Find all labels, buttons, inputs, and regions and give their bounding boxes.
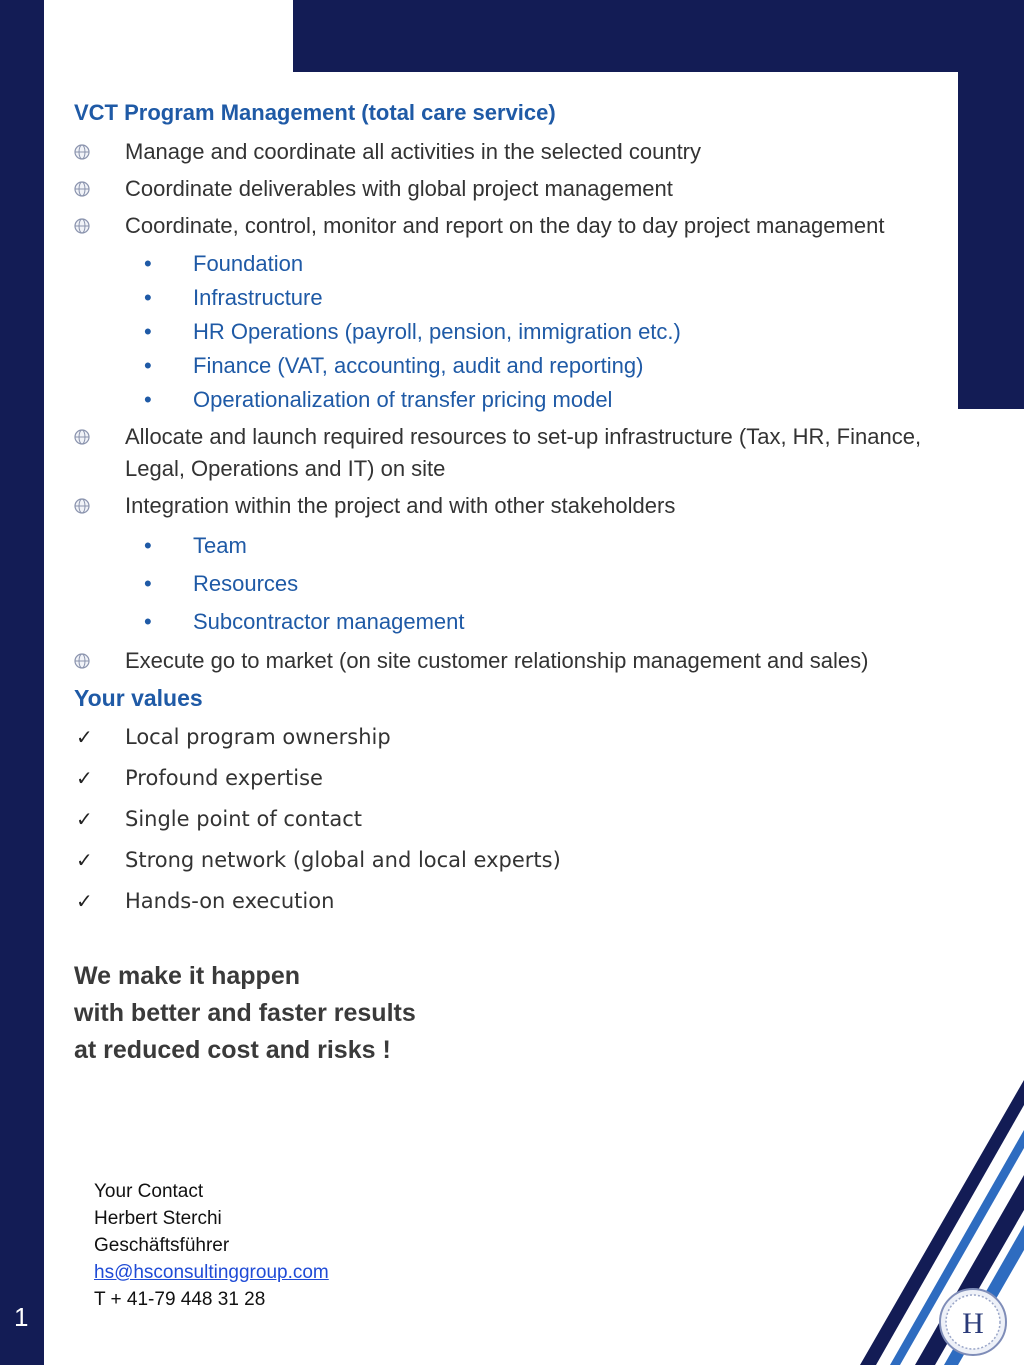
sub-list-item [74,349,954,383]
list-item [74,136,954,168]
left-sidebar-bar [0,0,44,1365]
contact-role: Geschäftsführer [94,1235,230,1256]
sub-list-item-text: HR Operations (payroll, pension, immigration etc.) [193,319,681,344]
list-item [74,490,954,522]
sub-list-item [74,247,954,281]
value-item-text: Single point of contact [125,807,362,831]
bullet-dot: • [144,319,152,344]
value-item [74,845,954,875]
logo-letter: H [962,1307,984,1340]
main-content [74,100,954,1069]
bullet-dot: • [144,353,152,378]
slogan [74,958,954,1069]
list-item [74,210,954,242]
sub-list-item-text: Team [193,533,247,558]
contact-email-link[interactable]: hs@hsconsultinggroup.com [94,1262,329,1283]
value-item [74,763,954,793]
sub-list-item-text: Operationalization of transfer pricing model [193,387,613,412]
value-item-text: Local program ownership [125,725,391,749]
slogan-line: We make it happen [74,962,300,990]
globe-icon [74,218,90,234]
globe-icon [74,181,90,197]
top-left-white-area [44,0,293,72]
page-number: 1 [14,1302,29,1332]
bullet-dot: • [144,609,152,634]
slogan-line: at reduced cost and risks ! [74,1036,391,1064]
list-item-text: Integration within the project and with other stakeholders [125,493,676,518]
globe-icon [74,429,90,445]
sub-list [74,527,954,641]
sub-list-item [74,315,954,349]
list-item-text: Coordinate deliverables with global project management [125,176,673,201]
sub-list [74,247,954,417]
value-item-text: Hands-on execution [125,889,335,913]
checkmark-icon: ✓ [76,848,93,872]
sub-list-item [74,383,954,417]
sub-list-item [74,527,954,565]
contact-phone: T + 41-79 448 31 28 [94,1289,266,1310]
globe-icon [74,144,90,160]
sub-list-item-text: Resources [193,571,299,596]
bullet-dot: • [144,251,152,276]
sub-list-item [74,565,954,603]
value-item [74,886,954,916]
sub-list-item-text: Subcontractor management [193,609,465,634]
checkmark-icon: ✓ [76,725,93,749]
values-heading: Your values [74,685,203,711]
checkmark-icon: ✓ [76,766,93,790]
checkmark-icon: ✓ [76,889,93,913]
bullet-dot: • [144,571,152,596]
list-item-text: Coordinate, control, monitor and report on the day to day project management [125,213,885,238]
bullet-dot: • [144,387,152,412]
section-heading: VCT Program Management (total care service) [74,100,556,125]
value-item [74,722,954,752]
sub-list-item [74,603,954,641]
contact-label: Your Contact [94,1181,204,1202]
list-item-text: Manage and coordinate all activities in the selected country [125,139,702,164]
sub-list-item-text: Finance (VAT, accounting, audit and reporting) [193,353,644,378]
contact-name: Herbert Sterchi [94,1208,222,1229]
company-logo [938,1287,1008,1357]
bullet-dot: • [144,285,152,310]
value-item [74,804,954,834]
list-item-text: Execute go to market (on site customer relationship management and sales) [125,648,869,673]
sub-list-item [74,281,954,315]
list-item-text: Allocate and launch required resources to set-up infrastructure (Tax, HR, Finance, Legal, Operations and IT) on site [125,424,922,481]
globe-icon [74,653,90,669]
value-item-text: Profound expertise [125,766,323,790]
sub-list-item-text: Foundation [193,251,304,276]
globe-icon [74,498,90,514]
checkmark-icon: ✓ [76,807,93,831]
sub-list-item-text: Infrastructure [193,285,323,310]
bullet-dot: • [144,533,152,558]
contact-block [94,1178,329,1313]
slogan-line: with better and faster results [74,999,416,1027]
list-item [74,421,954,485]
list-item [74,645,954,677]
value-item-text: Strong network (global and local experts) [125,848,561,872]
list-item [74,173,954,205]
